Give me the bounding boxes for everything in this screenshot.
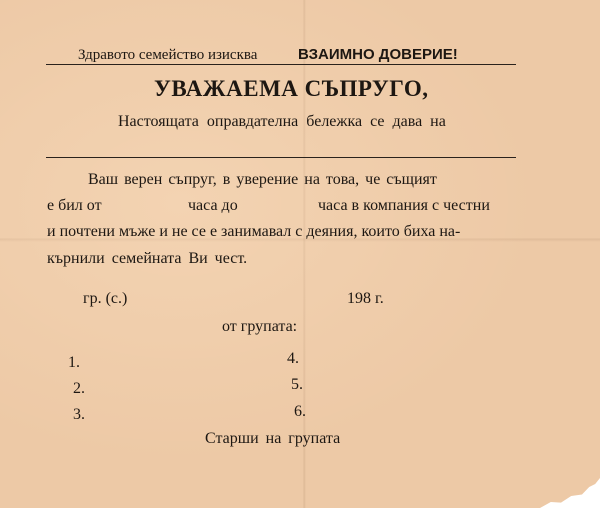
signature-label: Старши на групата [205,430,341,447]
body-line-3: и почтени мъже и не се е занимавал с деяния, които биха на- [47,223,461,240]
place-label: гр. (с.) [83,290,128,307]
member-1-label: 1. [68,354,80,371]
middle-rule [46,157,516,158]
motto-emphasis: ВЗАИМНО ДОВЕРИЕ! [298,46,458,63]
document-subtitle: Настоящата оправдателна бележка се дава на [118,113,446,130]
year-label: 198 г. [347,290,384,307]
group-label: от групата: [222,318,298,335]
body-line-1: Ваш верен съпруг, в уверение на това, че същият [88,171,437,188]
body-line-2-until: часа до [188,197,238,214]
document-title: УВАЖАЕМА СЪПРУГО, [154,76,429,101]
body-line-2-company: часа в компания с честни [318,197,490,214]
body-line-2-from: е бил от [47,197,102,214]
member-5-label: 5. [291,376,303,393]
member-3-label: 3. [73,406,85,423]
top-rule [46,64,516,65]
motto-prefix: Здравото семейство изисква [78,47,258,63]
member-2-label: 2. [73,380,85,397]
member-4-label: 4. [287,350,299,367]
body-line-4: кърнили семейната Ви чест. [47,250,248,267]
member-6-label: 6. [294,403,306,420]
torn-corner [540,478,600,508]
